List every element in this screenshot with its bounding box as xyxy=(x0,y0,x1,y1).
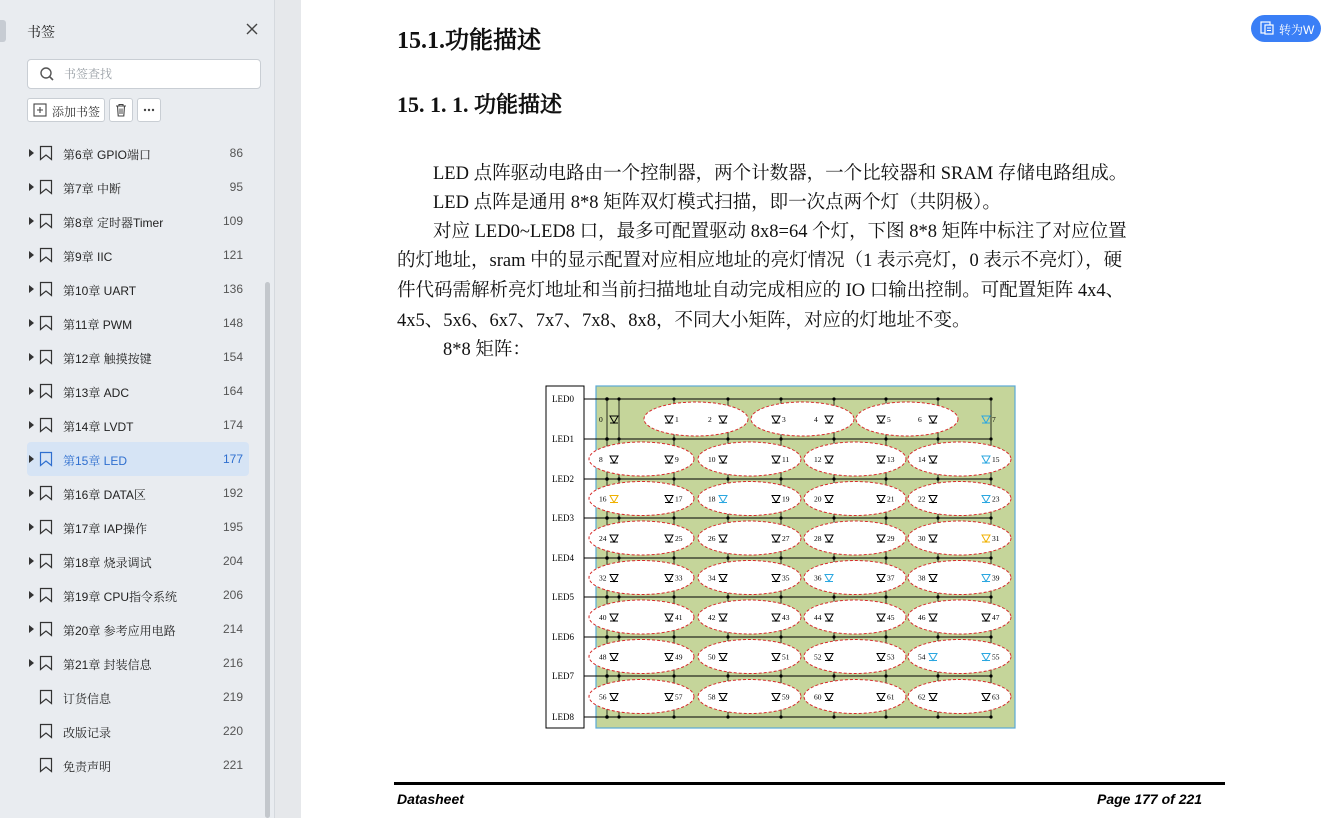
node-dot xyxy=(832,674,835,677)
led-address: 57 xyxy=(675,692,683,702)
led-matrix-figure xyxy=(545,384,1017,730)
node-dot xyxy=(672,674,675,677)
led-address: 37 xyxy=(887,573,895,583)
bookmark-icon xyxy=(39,485,53,501)
convert-to-word-button[interactable] xyxy=(1251,15,1321,42)
bookmark-item[interactable] xyxy=(27,340,249,374)
bookmark-icon xyxy=(39,689,53,705)
node-dot xyxy=(936,674,939,677)
bookmark-page: 154 xyxy=(222,350,243,364)
node-dot xyxy=(779,477,782,480)
paragraph-line: LED 点阵是通用 8*8 矩阵双灯模式扫描，即一次点两个灯（共阴极）。 xyxy=(433,193,1001,213)
led-address: 42 xyxy=(708,613,716,622)
led-address: 40 xyxy=(599,613,607,622)
bookmark-item[interactable] xyxy=(27,612,249,646)
bookmark-icon xyxy=(39,723,53,739)
paragraph-line: 8*8 矩阵： xyxy=(443,340,531,360)
delete-bookmark-button[interactable] xyxy=(109,98,133,122)
node-dot xyxy=(617,516,620,519)
bookmark-item[interactable] xyxy=(27,680,249,714)
bookmark-icon xyxy=(39,247,53,263)
bookmark-label: 第19章 CPU指令系统 xyxy=(63,590,178,604)
node-dot xyxy=(989,674,992,677)
led-address: 6 xyxy=(918,415,922,424)
led-address: 52 xyxy=(814,652,822,662)
bookmark-icon xyxy=(39,281,53,297)
node-dot xyxy=(617,595,620,598)
bookmark-label: 第11章 PWM xyxy=(63,318,133,332)
node-dot xyxy=(779,715,782,718)
matrix-area xyxy=(596,386,1015,728)
node-dot xyxy=(936,516,939,519)
bookmark-label: 改版记录 xyxy=(63,726,112,740)
node-dot xyxy=(989,437,992,440)
bookmark-label: 第18章 烧录调试 xyxy=(63,556,152,570)
node-dot xyxy=(726,674,729,677)
bookmark-icon xyxy=(39,315,53,331)
bookmark-page: 214 xyxy=(222,622,243,636)
pin-label: LED4 xyxy=(552,553,574,563)
node-dot xyxy=(832,556,835,559)
node-dot xyxy=(989,595,992,598)
node-dot xyxy=(672,437,675,440)
led-address: 50 xyxy=(708,652,716,662)
led-address: 18 xyxy=(708,494,716,504)
search-input[interactable] xyxy=(64,65,254,83)
node-dot xyxy=(936,715,939,718)
pin-label: LED6 xyxy=(552,632,574,642)
expand-arrow-icon[interactable] xyxy=(29,149,34,157)
bookmark-icon xyxy=(39,553,53,569)
node-dot xyxy=(884,477,887,480)
led-address: 41 xyxy=(675,613,683,622)
panel-tab[interactable] xyxy=(0,20,6,42)
node-dot xyxy=(617,437,620,440)
node-dot xyxy=(936,556,939,559)
sidebar-scrollbar[interactable] xyxy=(265,282,270,818)
bookmark-list xyxy=(27,136,249,782)
bookmark-label: 第16章 DATA区 xyxy=(63,488,146,502)
expand-arrow-icon[interactable] xyxy=(29,387,34,395)
led-address: 22 xyxy=(918,494,926,504)
led-address: 29 xyxy=(887,534,895,543)
led-address: 33 xyxy=(675,573,683,583)
expand-arrow-icon[interactable] xyxy=(29,455,34,463)
bookmark-label: 第15章 LED xyxy=(63,454,128,468)
led-address: 20 xyxy=(814,494,822,504)
bookmark-page: 192 xyxy=(222,486,243,500)
node-dot xyxy=(617,674,620,677)
node-dot xyxy=(989,477,992,480)
left-strip xyxy=(0,0,14,818)
led-address: 28 xyxy=(814,534,822,543)
footer-rule xyxy=(394,782,1225,785)
bookmark-page: 136 xyxy=(222,282,243,296)
bookmark-icon xyxy=(39,519,53,535)
led-address: 44 xyxy=(814,613,822,622)
expand-arrow-icon[interactable] xyxy=(29,353,34,361)
node-dot xyxy=(936,437,939,440)
bookmark-page: 86 xyxy=(229,146,243,160)
node-dot xyxy=(832,595,835,598)
led-pair-ellipse xyxy=(644,402,748,436)
led-address: 3 xyxy=(782,415,786,424)
node-dot xyxy=(832,715,835,718)
led-address: 26 xyxy=(708,534,716,543)
led-address: 9 xyxy=(675,455,679,464)
node-dot xyxy=(726,595,729,598)
led-address: 5 xyxy=(887,415,891,424)
led-address: 38 xyxy=(918,573,926,583)
node-dot xyxy=(884,437,887,440)
bookmark-item[interactable] xyxy=(27,510,249,544)
led-address: 4 xyxy=(814,415,818,424)
node-dot xyxy=(832,437,835,440)
bookmark-icon xyxy=(39,587,53,603)
node-dot xyxy=(726,477,729,480)
node-dot xyxy=(989,556,992,559)
led-address: 14 xyxy=(918,455,926,464)
node-dot xyxy=(672,715,675,718)
led-address: 32 xyxy=(599,573,607,583)
expand-arrow-icon[interactable] xyxy=(29,285,34,293)
led-address: 53 xyxy=(887,652,895,662)
expand-arrow-icon[interactable] xyxy=(29,625,34,633)
more-options-button[interactable] xyxy=(137,98,161,122)
bookmark-item[interactable] xyxy=(27,374,249,408)
node-dot xyxy=(989,397,992,400)
expand-arrow-icon[interactable] xyxy=(29,251,34,259)
convert-icon xyxy=(1260,21,1274,35)
expand-arrow-icon[interactable] xyxy=(29,557,34,565)
bookmark-icon xyxy=(39,349,53,365)
paragraph-line: 件代码需解析亮灯地址和当前扫描地址自动完成相应的 IO 口输出控制。可配置矩阵 4x4、 xyxy=(397,281,1125,301)
node-dot xyxy=(936,397,939,400)
led-address: 39 xyxy=(992,573,1000,583)
bookmark-label: 订货信息 xyxy=(63,692,112,706)
node-dot xyxy=(989,715,992,718)
bookmark-label: 第17章 IAP操作 xyxy=(63,522,148,536)
trash-icon xyxy=(114,103,128,117)
footer-doc-type: Datasheet xyxy=(397,791,464,807)
bookmark-item[interactable] xyxy=(27,272,249,306)
bookmark-item[interactable] xyxy=(27,714,249,748)
expand-arrow-icon[interactable] xyxy=(29,319,34,327)
bookmark-item[interactable] xyxy=(27,748,249,782)
node-dot xyxy=(884,674,887,677)
led-address: 23 xyxy=(992,494,1000,504)
bookmark-icon xyxy=(39,213,53,229)
node-dot xyxy=(936,595,939,598)
bookmark-page: 216 xyxy=(222,656,243,670)
led-address: 2 xyxy=(708,415,712,424)
led-address: 43 xyxy=(782,613,790,622)
node-dot xyxy=(617,635,620,638)
bookmark-page: 204 xyxy=(222,554,243,568)
node-dot xyxy=(672,635,675,638)
led-address: 46 xyxy=(918,613,926,622)
led-address: 31 xyxy=(992,534,1000,543)
led-address: 25 xyxy=(675,534,683,543)
pin-label: LED1 xyxy=(552,434,574,444)
led-address: 7 xyxy=(992,415,996,424)
node-dot xyxy=(617,715,620,718)
node-dot xyxy=(617,477,620,480)
bookmark-search[interactable] xyxy=(27,59,261,89)
led-address: 8 xyxy=(599,455,603,464)
led-address: 36 xyxy=(814,573,822,583)
bookmark-page: 219 xyxy=(222,690,243,704)
node-dot xyxy=(936,477,939,480)
bookmark-page: 95 xyxy=(229,180,243,194)
node-dot xyxy=(779,556,782,559)
bookmark-page: 164 xyxy=(222,384,243,398)
led-address: 15 xyxy=(992,455,1000,464)
bookmark-icon xyxy=(39,757,53,773)
bookmark-label: 免责声明 xyxy=(63,760,112,774)
led-address: 21 xyxy=(887,494,895,504)
node-dot xyxy=(617,556,620,559)
led-address: 27 xyxy=(782,534,790,543)
node-dot xyxy=(832,635,835,638)
bookmark-page: 195 xyxy=(222,520,243,534)
led-address: 13 xyxy=(887,455,895,464)
bookmark-icon xyxy=(39,655,53,671)
bookmark-item[interactable] xyxy=(27,204,249,238)
subsection-heading: 15. 1. 1. 功能描述 xyxy=(397,92,563,117)
bookmark-item[interactable] xyxy=(27,306,249,340)
bookmark-item[interactable] xyxy=(27,442,249,476)
bookmark-icon xyxy=(39,621,53,637)
node-dot xyxy=(617,397,620,400)
bookmark-item[interactable] xyxy=(27,408,249,442)
led-address: 49 xyxy=(675,652,683,662)
node-dot xyxy=(884,715,887,718)
bookmark-label: 第13章 ADC xyxy=(63,386,130,400)
led-address: 59 xyxy=(782,692,790,702)
led-address: 55 xyxy=(992,652,1000,662)
node-dot xyxy=(726,556,729,559)
expand-arrow-icon[interactable] xyxy=(29,421,34,429)
bookmark-item[interactable] xyxy=(27,646,249,680)
node-dot xyxy=(779,516,782,519)
node-dot xyxy=(989,516,992,519)
node-dot xyxy=(726,635,729,638)
add-bookmark-button[interactable] xyxy=(27,98,105,122)
node-dot xyxy=(779,397,782,400)
led-address: 16 xyxy=(599,494,607,504)
expand-arrow-icon[interactable] xyxy=(29,591,34,599)
led-address: 34 xyxy=(708,573,716,583)
led-address: 35 xyxy=(782,573,790,583)
node-dot xyxy=(726,437,729,440)
bookmark-label: 第8章 定时器Timer xyxy=(63,216,164,230)
expand-arrow-icon[interactable] xyxy=(29,523,34,531)
pin-label: LED3 xyxy=(552,513,574,523)
pin-label: LED8 xyxy=(552,712,574,722)
led-address: 45 xyxy=(887,613,895,622)
bookmark-item[interactable] xyxy=(27,578,249,612)
add-bookmark-icon xyxy=(33,103,47,117)
bookmark-page: 109 xyxy=(222,214,243,228)
bookmark-label: 第12章 触摸按键 xyxy=(63,352,152,366)
bookmark-label: 第7章 中断 xyxy=(63,182,122,196)
pin-label: LED0 xyxy=(552,394,574,404)
node-dot xyxy=(832,516,835,519)
led-pair-ellipse xyxy=(856,402,958,436)
led-address: 0 xyxy=(599,415,603,424)
paragraph-line: 对应 LED0~LED8 口，最多可配置驱动 8x8=64 个灯，下图 8*8 矩阵中标注了对应位置 xyxy=(433,222,1127,242)
pin-label: LED2 xyxy=(552,474,574,484)
bookmark-icon xyxy=(39,145,53,161)
node-dot xyxy=(779,595,782,598)
bookmark-label: 第20章 参考应用电路 xyxy=(63,624,176,638)
bookmark-icon xyxy=(39,383,53,399)
led-address: 17 xyxy=(675,494,683,504)
bookmark-icon xyxy=(39,451,53,467)
close-icon[interactable] xyxy=(243,20,261,38)
led-address: 11 xyxy=(782,455,790,464)
led-address: 19 xyxy=(782,494,790,504)
footer-page-number: Page 177 of 221 xyxy=(1097,791,1203,807)
node-dot xyxy=(884,556,887,559)
add-bookmark-label: 添加书签 xyxy=(52,105,101,119)
bookmark-label: 第21章 封装信息 xyxy=(63,658,152,672)
led-pair-ellipse xyxy=(751,402,854,436)
led-address: 51 xyxy=(782,652,790,662)
bookmark-label: 第6章 GPIO端口 xyxy=(63,148,152,162)
expand-arrow-icon[interactable] xyxy=(29,489,34,497)
node-dot xyxy=(672,397,675,400)
bookmark-page: 206 xyxy=(222,588,243,602)
search-icon xyxy=(39,66,55,82)
node-dot xyxy=(726,516,729,519)
node-dot xyxy=(884,397,887,400)
expand-arrow-icon[interactable] xyxy=(29,217,34,225)
paragraph-line: 的灯地址，sram 中的显示配置对应相应地址的亮灯情况（1 表示亮灯，0 表示不亮灯），硬 xyxy=(397,251,1123,271)
led-address: 48 xyxy=(599,652,607,662)
bookmark-icon xyxy=(39,417,53,433)
led-address: 47 xyxy=(992,613,1000,622)
led-address: 62 xyxy=(918,692,926,702)
led-address: 61 xyxy=(887,692,895,702)
bookmark-item[interactable] xyxy=(27,544,249,578)
bookmark-item[interactable] xyxy=(27,136,249,170)
paragraph-line: LED 点阵驱动电路由一个控制器，两个计数器，一个比较器和 SRAM 存储电路组成。 xyxy=(433,164,1128,184)
led-address: 10 xyxy=(708,455,716,464)
led-address: 56 xyxy=(599,692,607,702)
section-heading: 15.1.功能描述 xyxy=(397,28,541,54)
led-address: 1 xyxy=(675,415,679,424)
node-dot xyxy=(779,437,782,440)
convert-label: 转为W xyxy=(1279,23,1315,37)
bookmark-page: 221 xyxy=(222,758,243,772)
pin-label: LED5 xyxy=(552,592,574,602)
bookmark-page: 220 xyxy=(222,724,243,738)
expand-arrow-icon[interactable] xyxy=(29,659,34,667)
expand-arrow-icon[interactable] xyxy=(29,183,34,191)
panel-title: 书签 xyxy=(27,24,55,40)
node-dot xyxy=(672,477,675,480)
node-dot xyxy=(672,595,675,598)
pin-label: LED7 xyxy=(552,671,574,681)
node-dot xyxy=(989,635,992,638)
bookmark-label: 第10章 UART xyxy=(63,284,137,298)
led-address: 54 xyxy=(918,652,926,662)
node-dot xyxy=(726,397,729,400)
bookmark-label: 第14章 LVDT xyxy=(63,420,134,434)
node-dot xyxy=(884,516,887,519)
node-dot xyxy=(672,556,675,559)
led-address: 58 xyxy=(708,692,716,702)
node-dot xyxy=(832,477,835,480)
bookmark-item[interactable] xyxy=(27,476,249,510)
bookmark-page: 121 xyxy=(222,248,243,262)
led-address: 12 xyxy=(814,455,822,464)
node-dot xyxy=(884,595,887,598)
node-dot xyxy=(884,635,887,638)
bookmark-page: 174 xyxy=(222,418,243,432)
led-address: 60 xyxy=(814,692,822,702)
node-dot xyxy=(936,635,939,638)
node-dot xyxy=(779,674,782,677)
bookmark-item[interactable] xyxy=(27,170,249,204)
bookmark-page: 177 xyxy=(222,452,243,466)
bookmark-page: 148 xyxy=(222,316,243,330)
node-dot xyxy=(672,516,675,519)
bookmark-panel xyxy=(14,0,275,818)
led-address: 24 xyxy=(599,534,607,543)
paragraph-line: 4x5、5x6、6x7、7x7、7x8、8x8，不同大小矩阵，对应的灯地址不变。 xyxy=(397,311,971,331)
node-dot xyxy=(832,397,835,400)
led-address: 30 xyxy=(918,534,926,543)
more-icon xyxy=(142,103,156,117)
bookmark-label: 第9章 IIC xyxy=(63,250,113,264)
node-dot xyxy=(726,715,729,718)
node-dot xyxy=(779,635,782,638)
bookmark-icon xyxy=(39,179,53,195)
bookmark-item[interactable] xyxy=(27,238,249,272)
led-address: 63 xyxy=(992,692,1000,702)
